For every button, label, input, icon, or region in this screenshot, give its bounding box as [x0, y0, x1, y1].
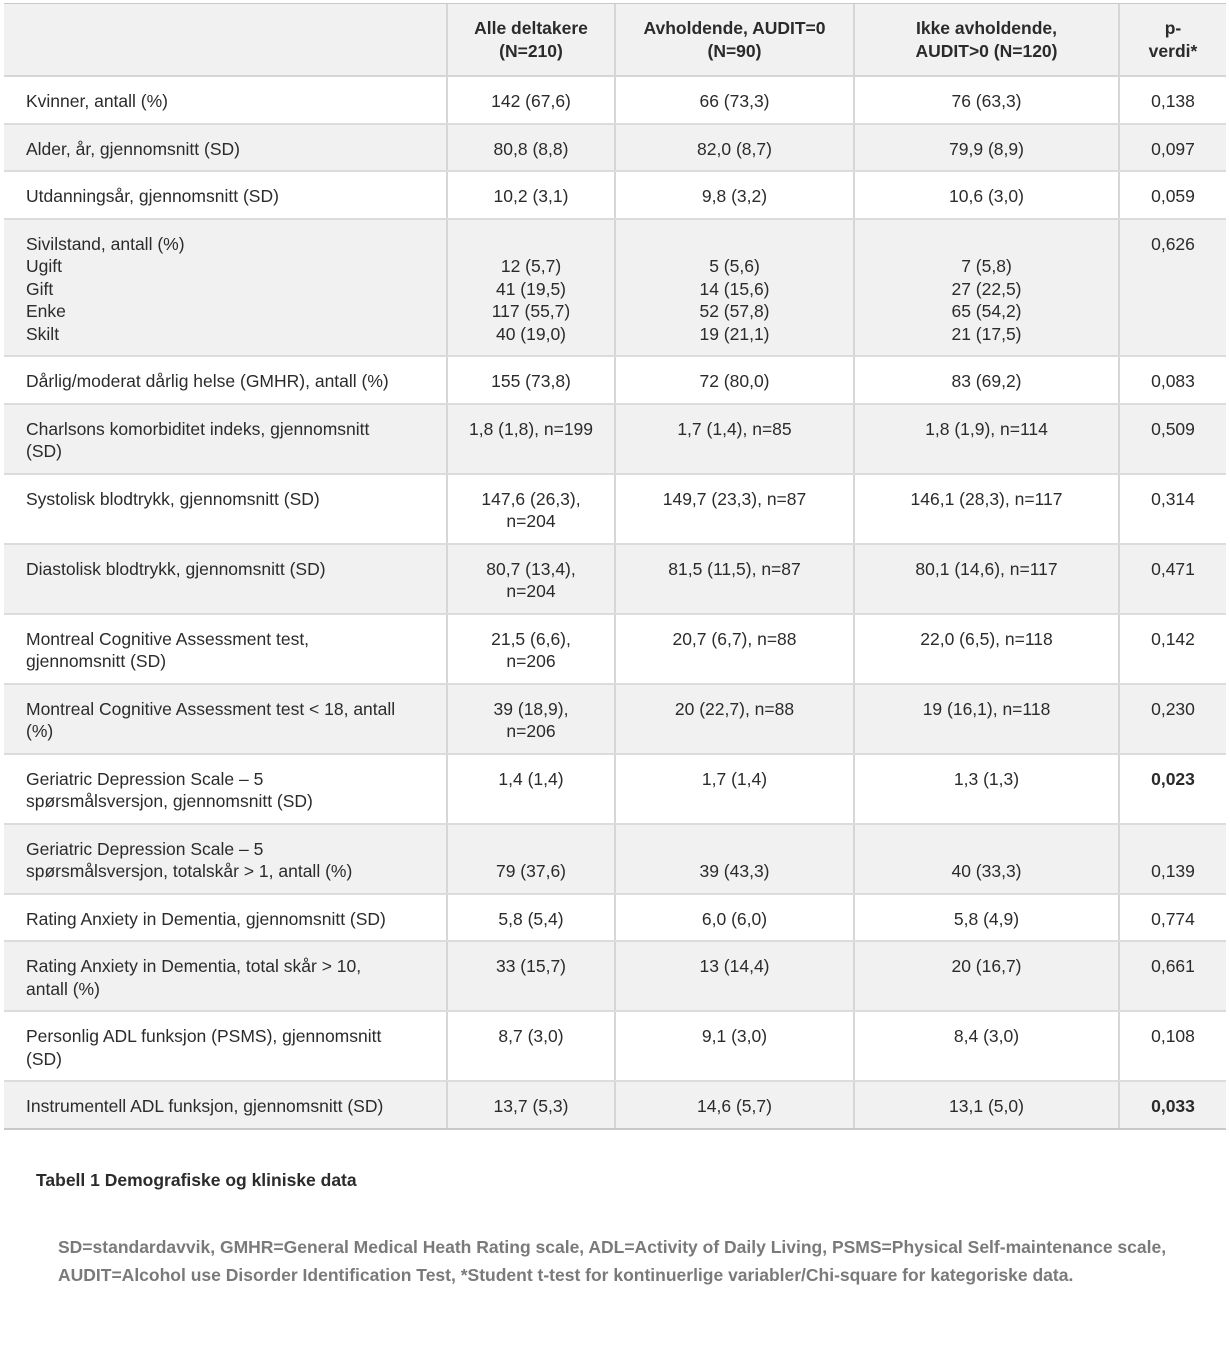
cell-p-value: 0,314 [1119, 474, 1226, 544]
cell-abstinent: 9,8 (3,2) [615, 171, 854, 219]
cell-non-abstinent: 5,8 (4,9) [854, 894, 1119, 942]
table-row [4, 171, 1226, 219]
cell-all-participants: 1,8 (1,8), n=199 [447, 404, 615, 474]
cell-abstinent: 20 (22,7), n=88 [615, 684, 854, 754]
cell-p-value: 0,108 [1119, 1011, 1226, 1081]
cell-all-participants: 5,8 (5,4) [447, 894, 615, 942]
table-row [4, 474, 1226, 544]
cell-p-value: 0,471 [1119, 544, 1226, 614]
table-caption: Tabell 1 Demografiske og kliniske data [36, 1170, 357, 1190]
header-row [4, 4, 1226, 76]
row-label: Geriatric Depression Scale – 5 spørsmålsversjon, gjennomsnitt (SD) [4, 754, 447, 824]
cell-p-value: 0,661 [1119, 941, 1226, 1011]
cell-abstinent: 81,5 (11,5), n=87 [615, 544, 854, 614]
row-label: Sivilstand, antall (%) Ugift Gift Enke Skilt [4, 219, 447, 357]
cell-abstinent: 5 (5,6) 14 (15,6) 52 (57,8) 19 (21,1) [615, 219, 854, 357]
cell-all-participants: 142 (67,6) [447, 76, 615, 124]
cell-abstinent: 1,7 (1,4) [615, 754, 854, 824]
cell-all-participants: 147,6 (26,3), n=204 [447, 474, 615, 544]
cell-abstinent: 14,6 (5,7) [615, 1081, 854, 1128]
cell-non-abstinent: 13,1 (5,0) [854, 1081, 1119, 1128]
cell-non-abstinent: 76 (63,3) [854, 76, 1119, 124]
cell-p-value: 0,059 [1119, 171, 1226, 219]
cell-p-value: 0,097 [1119, 124, 1226, 172]
table-header [4, 4, 1226, 76]
row-label: Dårlig/moderat dårlig helse (GMHR), antall (%) [4, 356, 447, 404]
cell-abstinent: 66 (73,3) [615, 76, 854, 124]
cell-all-participants: 39 (18,9), n=206 [447, 684, 615, 754]
header-non-abstinent: Ikke avholdende, AUDIT>0 (N=120) [854, 4, 1119, 76]
table-row [4, 544, 1226, 614]
row-label: Charlsons komorbiditet indeks, gjennomsnitt (SD) [4, 404, 447, 474]
cell-p-value: 0,139 [1119, 824, 1226, 894]
cell-abstinent: 6,0 (6,0) [615, 894, 854, 942]
table-row [4, 219, 1226, 357]
cell-abstinent: 82,0 (8,7) [615, 124, 854, 172]
table-row [4, 124, 1226, 172]
header-abstinent: Avholdende, AUDIT=0 (N=90) [615, 4, 854, 76]
header-variable [4, 4, 447, 76]
row-label: Rating Anxiety in Dementia, gjennomsnitt (SD) [4, 894, 447, 942]
cell-non-abstinent: 8,4 (3,0) [854, 1011, 1119, 1081]
cell-non-abstinent: 1,8 (1,9), n=114 [854, 404, 1119, 474]
cell-p-value: 0,142 [1119, 614, 1226, 684]
cell-p-value: 0,230 [1119, 684, 1226, 754]
cell-p-value: 0,774 [1119, 894, 1226, 942]
cell-all-participants: 1,4 (1,4) [447, 754, 615, 824]
cell-p-value: 0,033 [1119, 1081, 1226, 1128]
table-row [4, 684, 1226, 754]
cell-all-participants: 80,8 (8,8) [447, 124, 615, 172]
table-footnote: SD=standardavvik, GMHR=General Medical Heath Rating scale, ADL=Activity of Daily Living, PSMS=Physical Self-maintenance scale, AUDIT=Alcohol use Disorder Identification Test, *Student t-test for kontinuerlige variabler/Chi-square for kategoriske data. [58, 1237, 1167, 1285]
cell-non-abstinent: 146,1 (28,3), n=117 [854, 474, 1119, 544]
row-label: Instrumentell ADL funksjon, gjennomsnitt (SD) [4, 1081, 447, 1128]
cell-p-value: 0,138 [1119, 76, 1226, 124]
cell-all-participants: 8,7 (3,0) [447, 1011, 615, 1081]
cell-all-participants: 155 (73,8) [447, 356, 615, 404]
cell-all-participants: 12 (5,7) 41 (19,5) 117 (55,7) 40 (19,0) [447, 219, 615, 357]
cell-non-abstinent: 10,6 (3,0) [854, 171, 1119, 219]
demographic-table [4, 4, 1226, 1128]
cell-abstinent: 20,7 (6,7), n=88 [615, 614, 854, 684]
table-row [4, 1081, 1226, 1128]
row-label: Diastolisk blodtrykk, gjennomsnitt (SD) [4, 544, 447, 614]
table-row [4, 1011, 1226, 1081]
cell-all-participants: 10,2 (3,1) [447, 171, 615, 219]
cell-abstinent: 9,1 (3,0) [615, 1011, 854, 1081]
demographic-table-container [4, 3, 1226, 1130]
cell-abstinent: 149,7 (23,3), n=87 [615, 474, 854, 544]
table-row [4, 356, 1226, 404]
cell-non-abstinent: 40 (33,3) [854, 824, 1119, 894]
cell-non-abstinent: 80,1 (14,6), n=117 [854, 544, 1119, 614]
cell-non-abstinent: 83 (69,2) [854, 356, 1119, 404]
table-row [4, 404, 1226, 474]
cell-non-abstinent: 1,3 (1,3) [854, 754, 1119, 824]
row-label: Geriatric Depression Scale – 5 spørsmålsversjon, totalskår > 1, antall (%) [4, 824, 447, 894]
cell-non-abstinent: 79,9 (8,9) [854, 124, 1119, 172]
table-row [4, 76, 1226, 124]
row-label: Utdanningsår, gjennomsnitt (SD) [4, 171, 447, 219]
row-label: Rating Anxiety in Dementia, total skår > 10, antall (%) [4, 941, 447, 1011]
cell-all-participants: 79 (37,6) [447, 824, 615, 894]
cell-abstinent: 13 (14,4) [615, 941, 854, 1011]
cell-all-participants: 33 (15,7) [447, 941, 615, 1011]
cell-non-abstinent: 22,0 (6,5), n=118 [854, 614, 1119, 684]
table-row [4, 824, 1226, 894]
cell-p-value: 0,083 [1119, 356, 1226, 404]
cell-abstinent: 1,7 (1,4), n=85 [615, 404, 854, 474]
table-row [4, 614, 1226, 684]
row-label: Personlig ADL funksjon (PSMS), gjennomsnitt (SD) [4, 1011, 447, 1081]
cell-p-value: 0,023 [1119, 754, 1226, 824]
header-p-value: p- verdi* [1119, 4, 1226, 76]
row-label: Montreal Cognitive Assessment test, gjennomsnitt (SD) [4, 614, 447, 684]
table-row [4, 754, 1226, 824]
row-label: Kvinner, antall (%) [4, 76, 447, 124]
cell-all-participants: 80,7 (13,4), n=204 [447, 544, 615, 614]
cell-all-participants: 13,7 (5,3) [447, 1081, 615, 1128]
cell-non-abstinent: 19 (16,1), n=118 [854, 684, 1119, 754]
table-row [4, 894, 1226, 942]
cell-abstinent: 39 (43,3) [615, 824, 854, 894]
table-body [4, 76, 1226, 1128]
row-label: Systolisk blodtrykk, gjennomsnitt (SD) [4, 474, 447, 544]
row-label: Alder, år, gjennomsnitt (SD) [4, 124, 447, 172]
cell-abstinent: 72 (80,0) [615, 356, 854, 404]
cell-non-abstinent: 20 (16,7) [854, 941, 1119, 1011]
header-all-participants: Alle deltakere (N=210) [447, 4, 615, 76]
cell-p-value: 0,626 [1119, 219, 1226, 357]
row-label: Montreal Cognitive Assessment test < 18, antall (%) [4, 684, 447, 754]
cell-all-participants: 21,5 (6,6), n=206 [447, 614, 615, 684]
cell-p-value: 0,509 [1119, 404, 1226, 474]
cell-non-abstinent: 7 (5,8) 27 (22,5) 65 (54,2) 21 (17,5) [854, 219, 1119, 357]
table-row [4, 941, 1226, 1011]
